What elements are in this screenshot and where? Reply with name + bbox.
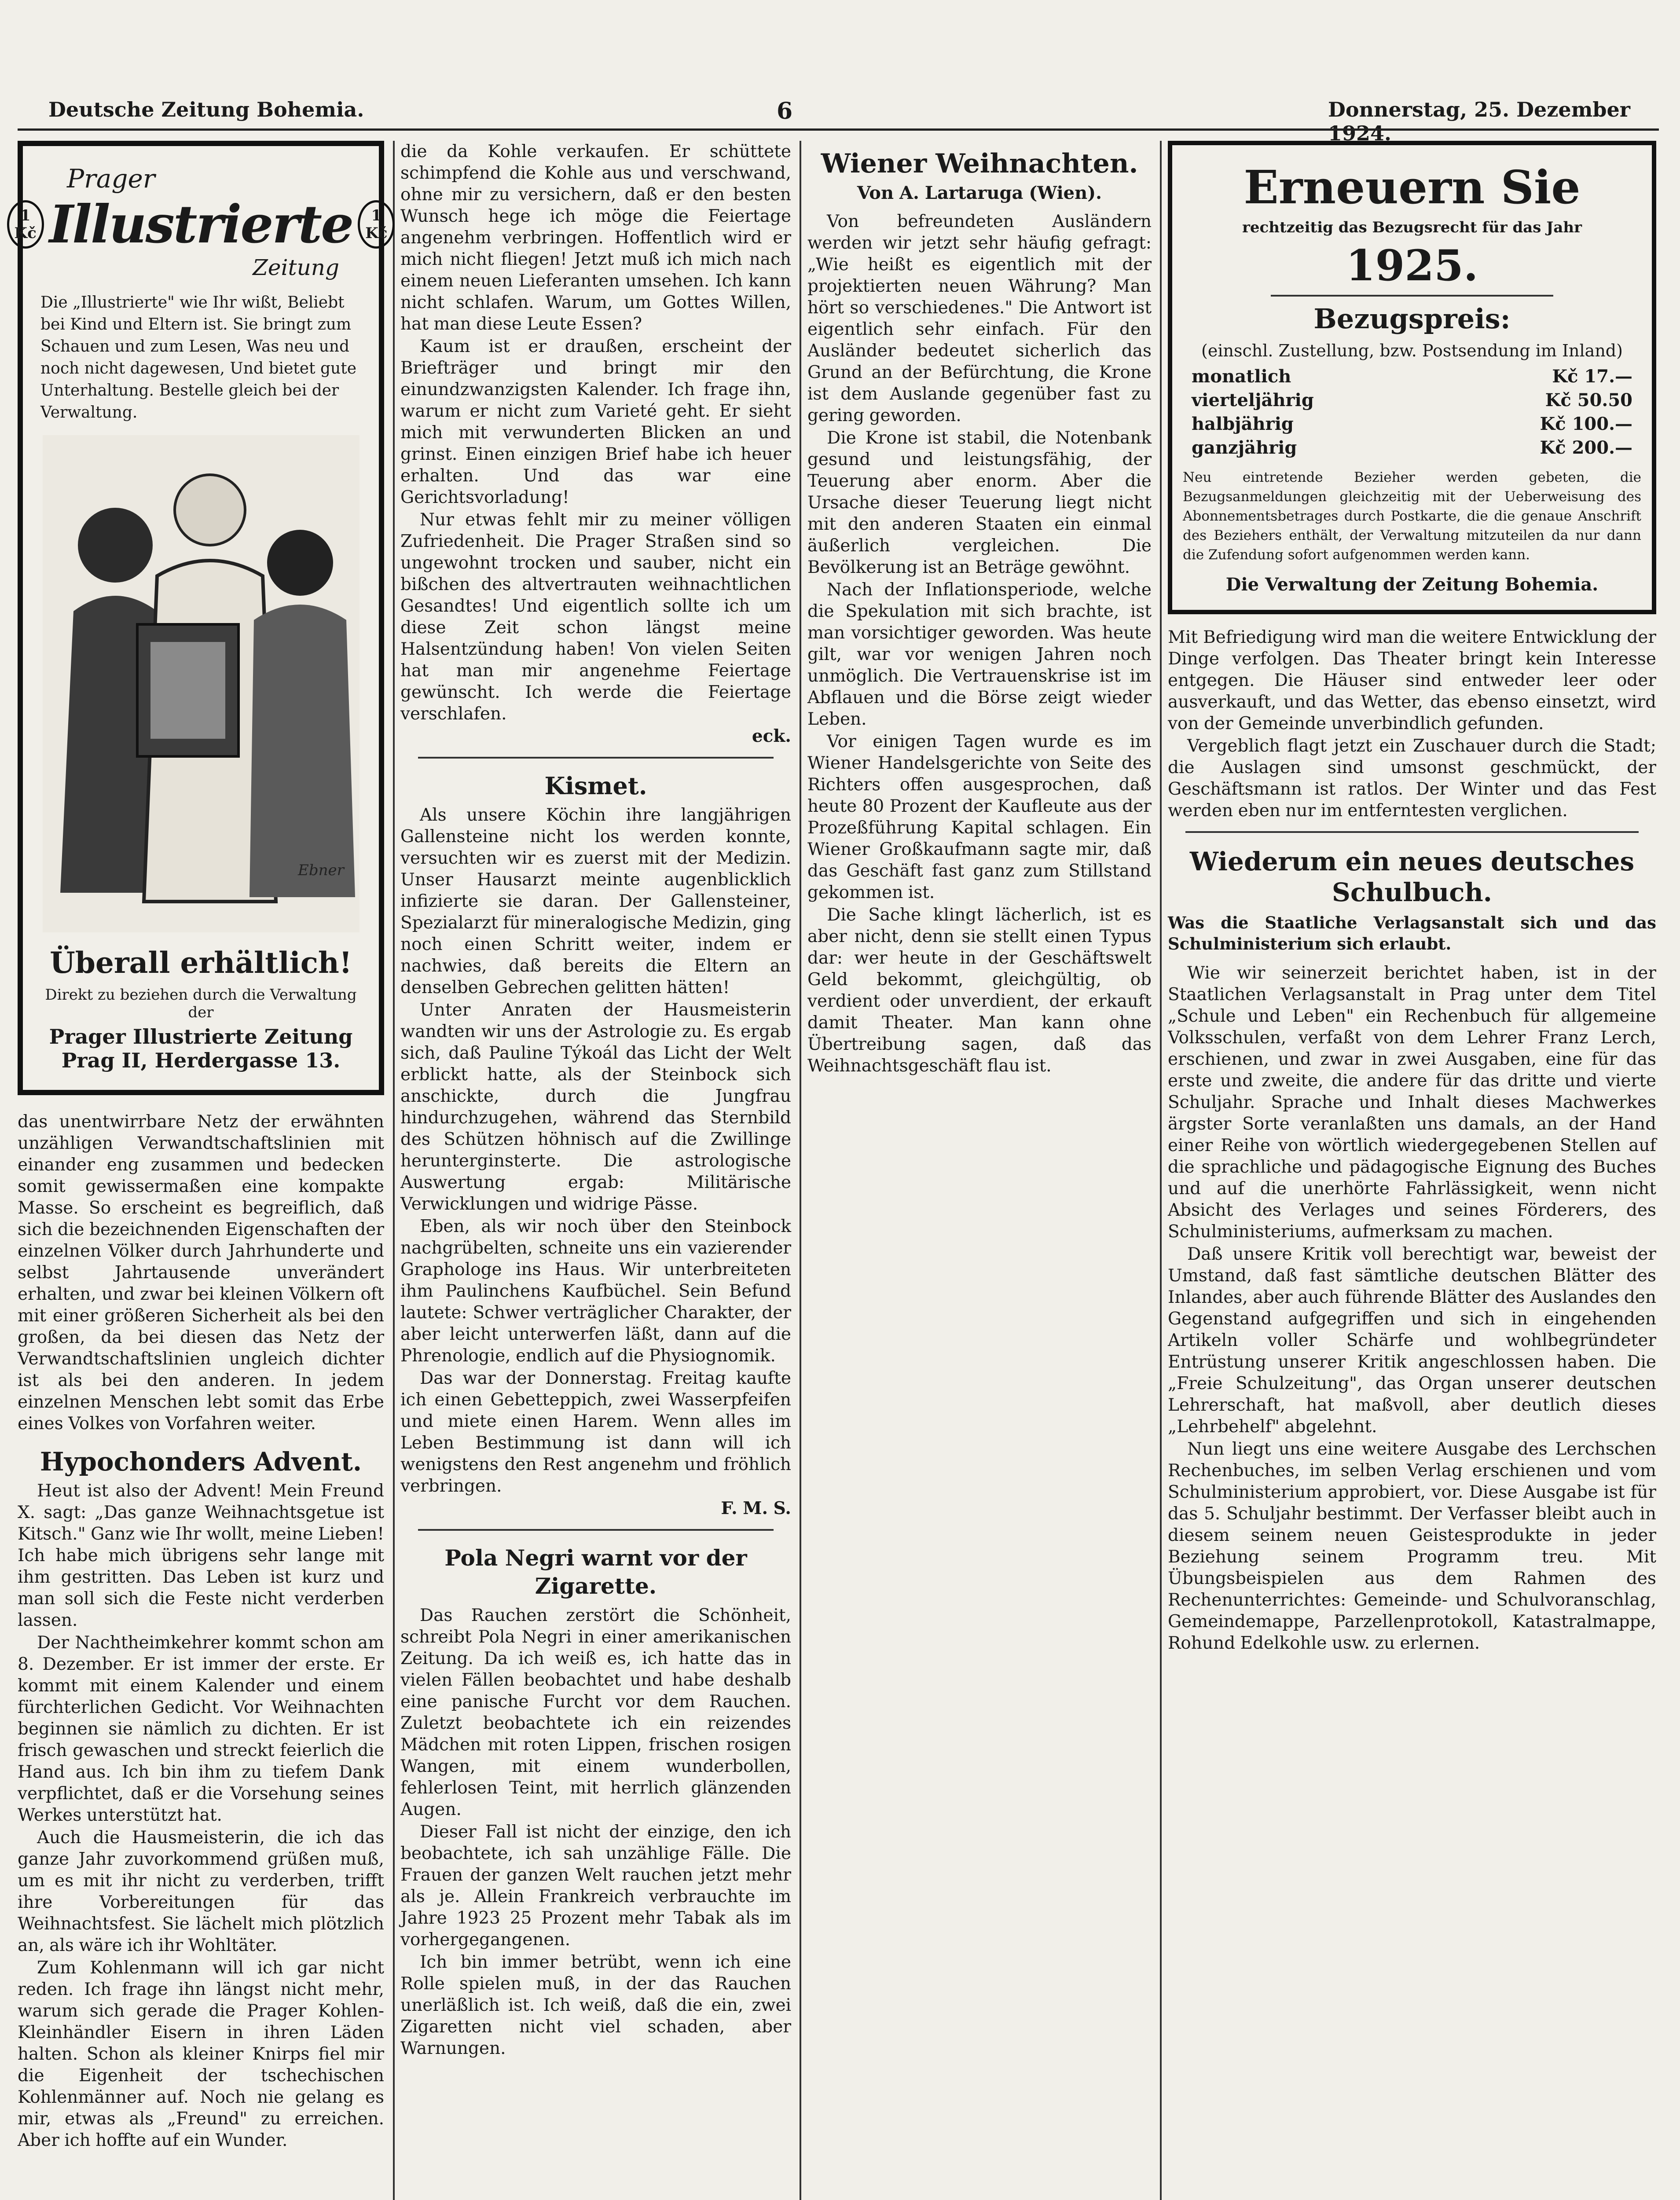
paragraph: Der Nachtheimkehrer kommt schon am 8. Dezember. Er ist immer der erste. Er kommt mit einem Kalender und einem fürchterlichen Gedicht. Vor Weihnachten beginnen sie nämlich zu dichten. Er ist frisch gewaschen und streckt feierlich die Hand aus. Ich bin ihm zu tiefem Dank verpflichtet, daß er die Vorsehung seines Werkes unterstützt hat.	[18, 1633, 384, 1825]
page-number: 6	[777, 98, 793, 125]
paragraph: das unentwirrbare Netz der erwähnten unzähligen Verwandtschaftslinien mit einander eng zusammen und bedecken somit gewissermaßen eine kompakte Masse. So erscheint es begreiflich, daß sich die bezeichnenden Eigenschaften der einzelnen Völker durch Jahrhunderte und selbst Jahrtausende unverändert erhalten, und zwar bei kleinen Völkern oft mit einer größeren Sicherheit als bei den großen, da bei diesen das Netz der Verwandtschaftslinien ungleich dichter ist als bei den anderen. In jedem einzelnen Menschen lebt somit das Erbe eines Volkes von Vorfahren weiter.	[18, 1112, 384, 1434]
svg-text:Ebner: Ebner	[297, 862, 344, 879]
signature: F. M. S.	[721, 1498, 791, 1518]
paragraph: Als unsere Köchin ihre langjährigen Gallensteine nicht los werden konnte, versuchten wir es zuerst mit der Medizin. Unser Hausarzt meinte augenblicklich infizierte sie daran. Der Gallensteiner, Spezialarzt für mineralogische Medizin, ging noch einen Schritt weiter, indem er nachwies, daß bereits die Eltern an denselben Gebrechen gelitten hätten!	[400, 805, 791, 997]
ad-publisher: Prager Illustrierte Zeitung	[49, 1025, 353, 1049]
schulbuch-lead: Was die Staatliche Verlagsanstalt sich und das Schulministerium sich erlaubt.	[1168, 913, 1656, 953]
paragraph: Kaum ist er draußen, erscheint der Briefträger und bringt mir den einundzwanzigsten Kalender. Ich frage ihn, warum er nicht zum Varieté geht. Er sieht mich mit verwunderten Blicken an und grinst. Einen einzigen Brief habe ich heuer erhalten. Und das war eine Gerichtsvorladung!	[400, 337, 791, 507]
ad-slogan: Überall erhältlich!	[50, 946, 352, 980]
column-4	[1168, 141, 1656, 1655]
price-label: halbjährig	[1192, 414, 1294, 434]
paragraph: Daß unsere Kritik voll berechtigt war, beweist der Umstand, daß fast sämtliche deutschen Blätter des Inlandes, aber auch führende Blätter des Auslandes den Gegenstand aufgegriffen und sich in eingehenden Artikeln voller Schärfe und wohlbegründeter Entrüstung unserer Kritik angeschlossen haben. Die „Freie Schulzeitung", das Organ unserer deutschen Lehrerschaft, hat maßvoll, aber deutlich dieses „Lehrbehelf" abgelehnt.	[1168, 1244, 1656, 1437]
column-4-text	[1168, 627, 1656, 1654]
paragraph: Die Sache klingt lächerlich, ist es aber nicht, denn sie stellt einen Typus dar: wer heute in der Geschäftswelt Geld bekommt, gleichgültig, ob verdient oder unverdient, der erkauft damit Theater. Man kann ohne Übertreibung sagen, daß das Weihnachtsgeschäft flau ist.	[807, 905, 1152, 1076]
header-date: Donnerstag, 25. Dezember 1924.	[1328, 98, 1631, 145]
box-subtitle: rechtzeitig das Bezugsrecht für das Jahr	[1242, 219, 1582, 236]
paragraph: Mit Befriedigung wird man die weitere Entwicklung der Dinge verfolgen. Das Theater bringt kein Interesse entgegen. Die Häuser sind entweder leer oder ausverkauft, und das Wetter, das ebenso einsetzt, wird von der Gemeinde unverbindlich gefunden.	[1168, 627, 1656, 733]
column-separator-3	[1160, 141, 1162, 2200]
price-value: Kč 50.50	[1545, 390, 1632, 411]
column-separator-1	[393, 141, 395, 2200]
price-row	[1183, 389, 1641, 412]
column-2	[400, 141, 791, 2060]
hypo-title: Hypochonders Advent.	[40, 1447, 362, 1477]
price-note: (einschl. Zustellung, bzw. Postsendung im Inland)	[1201, 341, 1623, 360]
price-label: ganzjährig	[1192, 437, 1297, 458]
price-label: monatlich	[1192, 366, 1291, 387]
box-note: Neu eintretende Bezieher werden gebeten, die Bezugsanmeldungen gleichzeitig mit der Ueberweisung des Abonnementsbetrages durch Postkarte, die die genaue Anschrift des Beziehers enthält, der Verwaltung mitzuteilen da nur dann die Zufendung sofort aufgenommen werden kann.	[1183, 469, 1641, 563]
column-3	[807, 141, 1152, 1078]
ad-direct: Direkt zu beziehen durch die Verwaltung der	[45, 986, 357, 1021]
paragraph: Das Rauchen zerstört die Schönheit, schreibt Pola Negri in einer amerikanischen Zeitung. Da ich weiß es, ich hatte das in vielen Fällen beobachtet und habe deshalb eine panische Furcht vor dem Rauchen. Zuletzt beobachtete ich ein reizendes Mädchen mit roten Lippen, frischen rosigen Wangen, mit einem wunderbollen, fehlerlosen Teint, mit herrlich glänzenden Augen.	[400, 1606, 791, 1819]
wiener-title: Wiener Weihnachten.	[821, 148, 1138, 179]
paragraph: Von befreundeten Ausländern werden wir jetzt sehr häufig gefragt: „Wie heißt es eigentlich mit der projektierten neuen Währung? Man hört so verschiedenes." Die Antwort ist eigentlich sehr einfach. Für den Ausländer bedeutet sicherlich das Grund an der Befürchtung, die Krone ist dem Auslande gegenüber fast zu gering geworden.	[807, 212, 1152, 425]
ad-price-right: 1 Kč	[358, 200, 395, 249]
ad-subtitle: Zeitung	[253, 255, 339, 280]
paragraph: Nun liegt uns eine weitere Ausgabe des Lerchschen Rechenbuches, im selben Verlag erschienen und vom Schulministerium approbiert, vor. Diese Ausgabe ist für das 5. Schuljahr bestimmt. Der Verfasser bleibt auch in diesem seinem neuen Geistesprodukte in jeder Beziehung seinem Programm treu. Mit Übungsbeispielen aus dem Rahmen des Rechenunterrichtes: Gemeinde- und Schulvoranschlag, Gemeindemappe, Parzellenprotokoll, Katastralmappe, Rohund Edelkohle usw. zu erlernen.	[1168, 1439, 1656, 1653]
ad-verse: Die „Illustrierte" wie Ihr wißt, Beliebt bei Kind und Eltern ist. Sie bringt zum Schauen und zum Lesen, Was neu und noch nicht dagewesen, Und bietet gute Unterhaltung. Bestelle gleich bei der Verwaltung.	[40, 293, 356, 422]
ad-price-left: 1 Kč	[7, 200, 44, 249]
illustrierte-ad	[14, 141, 388, 1095]
ad-title: Illustrierte	[49, 194, 353, 255]
paragraph: Ich bin immer betrübt, wenn ich eine Rolle spielen muß, in der das Rauchen unerläßlich ist. Ich weiß, daß die ein, zwei Zigaretten nicht viel schaden, aber Warnungen.	[400, 1952, 791, 2058]
kismet-title: Kismet.	[544, 772, 647, 800]
box-title: Erneuern Sie	[1243, 160, 1581, 214]
paragraph: Unter Anraten der Hausmeisterin wandten wir uns der Astrologie zu. Es ergab sich, daß Pauline Týkoál das Licht der Welt erblickt hatte, als der Steinbock sich anschickte, durch die Jungfrau hindurchzugehen, während das Sternbild des Schützen höhnisch auf die Zwillinge herunterginsterte. Die astrologische Auswertung ergab: Militärische Verwicklungen und widrige Pässe.	[400, 1000, 791, 1214]
column-separator-2	[800, 141, 801, 2200]
paragraph: Eben, als wir noch über den Steinbock nachgrübelten, schneite uns ein vazierender Graphologe ins Haus. Wir unterbreiteten ihm Paulinchens Kaufbüchel. Sein Befund lautete: Schwer verträglicher Charakter, der aber leicht unterwerfen läßt, dann auf die Phrenologie, endlich auf die Physiognomik.	[400, 1217, 791, 1366]
paragraph: Nach der Inflationsperiode, welche die Spekulation mit sich brachte, ist man vorsichtiger geworden. Was heute gilt, war vor wenigen Jahren noch unmöglich. Die Vertrauenskrise ist im Abflauen und die Börse zeigt wieder Leben.	[807, 580, 1152, 729]
paragraph: Das war der Donnerstag. Freitag kaufte ich einen Gebetteppich, zwei Wasserpfeifen und miete einen Harem. Wenn alles im Leben Bestimmung ist dann will ich wenigstens den Rest angenehm und fröhlich verbringen.	[400, 1368, 791, 1496]
price-value: Kč 200.—	[1540, 437, 1632, 458]
price-value: Kč 100.—	[1540, 414, 1632, 434]
divider	[1185, 831, 1639, 833]
paragraph: Wie wir seinerzeit berichtet haben, ist in der Staatlichen Verlagsanstalt in Prag unter dem Titel „Schule und Leben" ein Rechenbuch für allgemeine Volksschulen, verfaßt von dem Lehrer Franz Lerch, erschienen, und zwar in zwei Ausgaben, eine für das erste und zweite, die andere für das dritte und vierte Schuljahr. Sprache und Inhalt dieses Machwerkes ärgster Sorte veranlaßten uns damals, an der Hand einer Reihe von wörtlich wiedergegebenen Stellen auf die sprachliche und pädagogische Eignung des Buches und auf die unerhörte Fahrlässigkeit, wenn nicht Absicht des Verlages und seines Förderers, des Schulministeriums, aufmerksam zu machen.	[1168, 963, 1656, 1242]
paragraph: Vergeblich flagt jetzt ein Zuschauer durch die Stadt; die Auslagen sind umsonst geschmückt, der Geschäftsmann ist ratlos. Der Winter und das Fest werden eben nur im entferntesten verglichen.	[1168, 736, 1656, 821]
column-1	[14, 141, 388, 2152]
ad-address: Prag II, Herdergasse 13.	[61, 1049, 341, 1072]
pola-title: Pola Negri warnt vor der Zigarette.	[444, 1545, 747, 1599]
paragraph: Dieser Fall ist nicht der einzige, den ich beobachtete, ich sah unzählige Fälle. Die Frauen der ganzen Welt rauchen jetzt mehr als je. Allein Frankreich verbrauchte im Jahre 1923 25 Prozent mehr Tabak als im vorhergegangenen.	[400, 1822, 791, 1950]
subscription-box	[1168, 141, 1656, 614]
paragraph: Auch die Hausmeisterin, die ich das ganze Jahr zuvorkommend grüßen muß, um es mit ihr nicht zu verderben, trifft ihre Vorbereitungen für das Weihnachtsfest. Sie lächelt mich plötzlich an, als wäre ich ihr Wohltäter.	[18, 1828, 384, 1955]
price-row	[1183, 412, 1641, 436]
paragraph: die da Kohle verkaufen. Er schüttete schimpfend die Kohle aus und verschwand, ohne mir zu versichern, daß er den besten Wunsch hege ich möge die Feiertage angenehm verbringen. Hoffentlich wird er mich nicht fliegen! Jetzt muß ich mich nach einem neuen Lieferanten umsehen. Ich kann nicht schlafen. Warum, um Gottes Willen, hat man diese Leute Essen?	[400, 142, 791, 334]
paragraph: Heut ist also der Advent! Mein Freund X. sagt: „Das ganze Weihnachtsgetue ist Kitsch." Ganz wie Ihr wollt, meine Lieben! Ich habe mich übrigens sehr lange mit ihm gestritten. Das Leben ist kurz und man soll sich die Feste nicht verderben lassen.	[18, 1481, 384, 1630]
box-footer: Die Verwaltung der Zeitung Bohemia.	[1225, 574, 1599, 595]
price-label: vierteljährig	[1192, 390, 1314, 411]
box-year: 1925.	[1346, 241, 1478, 290]
divider	[418, 1529, 774, 1531]
ad-top-word: Prager	[67, 164, 155, 194]
ad-illustration	[43, 435, 359, 932]
paragraph: Die Krone ist stabil, die Notenbank gesund und leistungsfähig, der Teuerung aber enorm. Aber die Ursache dieser Teuerung liegt nicht mit den anderen Staaten ein einmal äußerlich vergleichen. Die Bevölkerung ist an Beträge gewöhnt.	[807, 428, 1152, 577]
column-1-text	[18, 1111, 384, 2151]
divider	[1271, 295, 1553, 297]
price-value: Kč 17.—	[1552, 366, 1632, 387]
header-left: Deutsche Zeitung Bohemia.	[48, 98, 364, 121]
header-rule	[18, 128, 1659, 131]
wiener-byline: Von A. Lartaruga (Wien).	[857, 183, 1102, 203]
schulbuch-title: Wiederum ein neues deutsches Schulbuch.	[1189, 847, 1635, 907]
paragraph: Vor einigen Tagen wurde es im Wiener Handelsgerichte von Seite des Richters offen ausgesprochen, daß heute 80 Prozent der Kaufleute aus der Prozeßführung Kapital schlagen. Ein Wiener Großkaufmann sagte mir, daß das Geschäft fast ganz zum Stillstand gekommen ist.	[807, 732, 1152, 902]
paragraph: Nur etwas fehlt mir zu meiner völligen Zufriedenheit. Die Prager Straßen sind so ungewohnt trocken und sauber, nicht ein bißchen des altvertrauten weihnachtlichen Gesandtes! Und eigentlich sollte ich um diese Zeit schon längst meine Halsentzündung haben! Von vielen Seiten hat man mir angenehme Feiertage gewünscht. Ich werde die Feiertage verschlafen.	[400, 510, 791, 724]
price-row	[1183, 436, 1641, 460]
signature: eck.	[752, 726, 791, 746]
paragraph: Zum Kohlenmann will ich gar nicht reden. Ich frage ihn längst nicht mehr, warum sich gerade die Prager Kohlen-Kleinhändler Eisern in ihren Läden halten. Schon als kleiner Knirps fiel mir die Eigenheit der tschechischen Kohlenmänner auf. Noch nie gelang es mir, etwas als „Freund" zu erreichen. Aber ich hoffte auf ein Wunder.	[18, 1958, 384, 2150]
price-row	[1183, 365, 1641, 389]
price-title: Bezugspreis:	[1313, 303, 1511, 335]
divider	[418, 757, 774, 759]
